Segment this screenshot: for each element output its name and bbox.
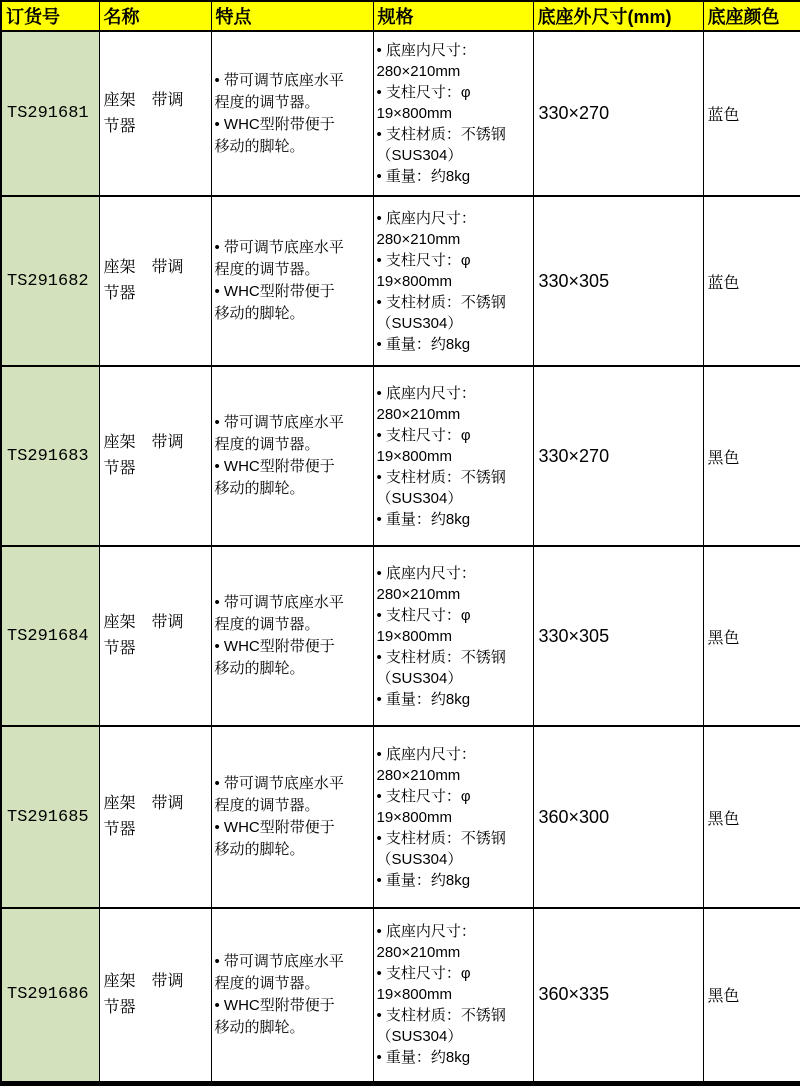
text-line: • 重量：约8kg xyxy=(376,335,471,353)
cell-name xyxy=(99,726,211,908)
text-line: 座架 带调 xyxy=(103,434,184,451)
text-line: • 支柱材质：不锈钢 xyxy=(376,293,506,311)
cell-base-outer-size: 330×270 xyxy=(533,366,703,546)
text-line: • 底座内尺寸： xyxy=(376,923,476,941)
text-line: 280×210mm xyxy=(376,766,461,784)
text-line: 座架 带调 xyxy=(103,972,184,990)
cell-features xyxy=(211,546,373,726)
text-line: • 带可调节底座水平 xyxy=(214,594,344,611)
text-line: （SUS304） xyxy=(376,1028,463,1046)
text-line: • 支柱尺寸：φ xyxy=(376,787,471,805)
cell-specs xyxy=(373,196,533,366)
cell-base-outer-size: 360×300 xyxy=(533,726,703,908)
cell-features xyxy=(211,908,373,1083)
text-line: 19×800mm xyxy=(376,447,452,465)
text-line: 座架 带调 xyxy=(103,259,184,276)
cell-specs xyxy=(373,726,533,908)
text-line: • 重量：约8kg xyxy=(376,871,471,889)
text-line: • 底座内尺寸： xyxy=(376,745,476,763)
text-line: • WHC型附带便于 xyxy=(214,458,335,475)
text-line: • 底座内尺寸： xyxy=(376,42,476,59)
cell-features xyxy=(211,196,373,366)
text-line: 280×210mm xyxy=(376,230,461,248)
cell-specs xyxy=(373,366,533,546)
cell-base-color: 蓝色 xyxy=(703,31,800,196)
header-base-color: 底座颜色 xyxy=(703,1,800,31)
text-line: （SUS304） xyxy=(376,850,463,868)
text-line: 280×210mm xyxy=(376,944,461,962)
text-line: 座架 带调 xyxy=(103,795,184,812)
text-line: 移动的脚轮。 xyxy=(214,480,305,497)
cell-order-no: TS291685 xyxy=(1,726,99,908)
cell-name xyxy=(99,31,211,196)
cell-base-color: 黑色 xyxy=(703,726,800,908)
text-line: 程度的调节器。 xyxy=(214,436,320,453)
cell-features xyxy=(211,726,373,908)
text-line: • WHC型附带便于 xyxy=(214,638,335,655)
text-line: • 支柱材质：不锈钢 xyxy=(376,126,506,143)
text-line: 19×800mm xyxy=(376,986,452,1004)
text-line: 移动的脚轮。 xyxy=(214,305,305,322)
cell-base-outer-size: 360×335 xyxy=(533,908,703,1083)
text-line: • 带可调节底座水平 xyxy=(214,239,344,256)
text-line: • 重量：约8kg xyxy=(376,690,471,708)
text-line: 节器 xyxy=(103,640,136,657)
text-line: • WHC型附带便于 xyxy=(214,996,335,1014)
table-row xyxy=(1,726,800,908)
cell-base-outer-size: 330×305 xyxy=(533,546,703,726)
table-row xyxy=(1,366,800,546)
text-line: 移动的脚轮。 xyxy=(214,1018,305,1036)
text-line: 节器 xyxy=(103,998,136,1016)
text-line: • 重量：约8kg xyxy=(376,1049,471,1067)
text-line: 移动的脚轮。 xyxy=(214,660,305,677)
cell-order-no: TS291684 xyxy=(1,546,99,726)
text-line: • 支柱材质：不锈钢 xyxy=(376,648,506,666)
cell-base-color: 黑色 xyxy=(703,908,800,1083)
table-header-row xyxy=(1,1,800,31)
text-line: 座架 带调 xyxy=(103,91,184,109)
text-line: （SUS304） xyxy=(376,314,463,332)
text-line: • 带可调节底座水平 xyxy=(214,414,344,431)
cell-order-no: TS291683 xyxy=(1,366,99,546)
text-line: 移动的脚轮。 xyxy=(214,841,305,858)
text-line: 节器 xyxy=(103,117,136,135)
text-line: 程度的调节器。 xyxy=(214,616,320,633)
cell-specs xyxy=(373,908,533,1083)
cell-specs xyxy=(373,546,533,726)
text-line: • 底座内尺寸： xyxy=(376,564,476,582)
cell-name xyxy=(99,546,211,726)
text-line: 280×210mm xyxy=(376,405,461,423)
text-line: • WHC型附带便于 xyxy=(214,819,335,836)
text-line: • 支柱尺寸：φ xyxy=(376,965,471,983)
cell-base-outer-size: 330×305 xyxy=(533,196,703,366)
cell-base-color: 黑色 xyxy=(703,366,800,546)
text-line: • 重量：约8kg xyxy=(376,510,471,528)
cell-specs xyxy=(373,31,533,196)
text-line: （SUS304） xyxy=(376,489,463,507)
text-line: 19×800mm xyxy=(376,808,452,826)
cell-name xyxy=(99,366,211,546)
text-line: 节器 xyxy=(103,285,136,302)
cell-features xyxy=(211,366,373,546)
text-line: （SUS304） xyxy=(376,147,463,164)
text-line: 19×800mm xyxy=(376,272,452,290)
text-line: （SUS304） xyxy=(376,669,463,687)
text-line: • 底座内尺寸： xyxy=(376,209,476,227)
header-order-no: 订货号 xyxy=(1,1,99,31)
header-base-outer-size: 底座外尺寸(mm) xyxy=(533,1,703,31)
table-row xyxy=(1,546,800,726)
text-line: 座架 带调 xyxy=(103,614,184,631)
cell-order-no: TS291682 xyxy=(1,196,99,366)
cell-base-color: 蓝色 xyxy=(703,196,800,366)
table-row xyxy=(1,196,800,366)
text-line: • 带可调节底座水平 xyxy=(214,775,344,792)
text-line: • 支柱尺寸：φ xyxy=(376,251,471,269)
text-line: • 支柱材质：不锈钢 xyxy=(376,1007,506,1025)
text-line: • 带可调节底座水平 xyxy=(214,71,344,89)
cell-features xyxy=(211,31,373,196)
text-line: 移动的脚轮。 xyxy=(214,137,305,155)
text-line: 节器 xyxy=(103,821,136,838)
cell-order-no: TS291686 xyxy=(1,908,99,1083)
table-row xyxy=(1,908,800,1083)
header-name: 名称 xyxy=(99,1,211,31)
text-line: 程度的调节器。 xyxy=(214,261,320,278)
text-line: 程度的调节器。 xyxy=(214,797,320,814)
cell-order-no: TS291681 xyxy=(1,31,99,196)
text-line: • WHC型附带便于 xyxy=(214,115,335,133)
cell-name xyxy=(99,196,211,366)
text-line: 程度的调节器。 xyxy=(214,974,320,992)
header-specs: 规格 xyxy=(373,1,533,31)
cell-base-color: 黑色 xyxy=(703,546,800,726)
text-line: • WHC型附带便于 xyxy=(214,283,335,300)
text-line: 19×800mm xyxy=(376,105,452,122)
text-line: 19×800mm xyxy=(376,627,452,645)
text-line: 节器 xyxy=(103,460,136,477)
text-line: • 支柱尺寸：φ xyxy=(376,606,471,624)
text-line: • 支柱材质：不锈钢 xyxy=(376,829,506,847)
table-body xyxy=(1,31,800,1083)
text-line: • 底座内尺寸： xyxy=(376,384,476,402)
text-line: • 带可调节底座水平 xyxy=(214,952,344,970)
text-line: • 支柱尺寸：φ xyxy=(376,426,471,444)
text-line: • 支柱尺寸：φ xyxy=(376,84,471,101)
text-line: • 重量：约8kg xyxy=(376,168,471,185)
cell-name xyxy=(99,908,211,1083)
cell-base-outer-size: 330×270 xyxy=(533,31,703,196)
table-row xyxy=(1,31,800,196)
text-line: 280×210mm xyxy=(376,63,461,80)
text-line: 280×210mm xyxy=(376,585,461,603)
header-features: 特点 xyxy=(211,1,373,31)
text-line: • 支柱材质：不锈钢 xyxy=(376,468,506,486)
text-line: 程度的调节器。 xyxy=(214,93,320,111)
